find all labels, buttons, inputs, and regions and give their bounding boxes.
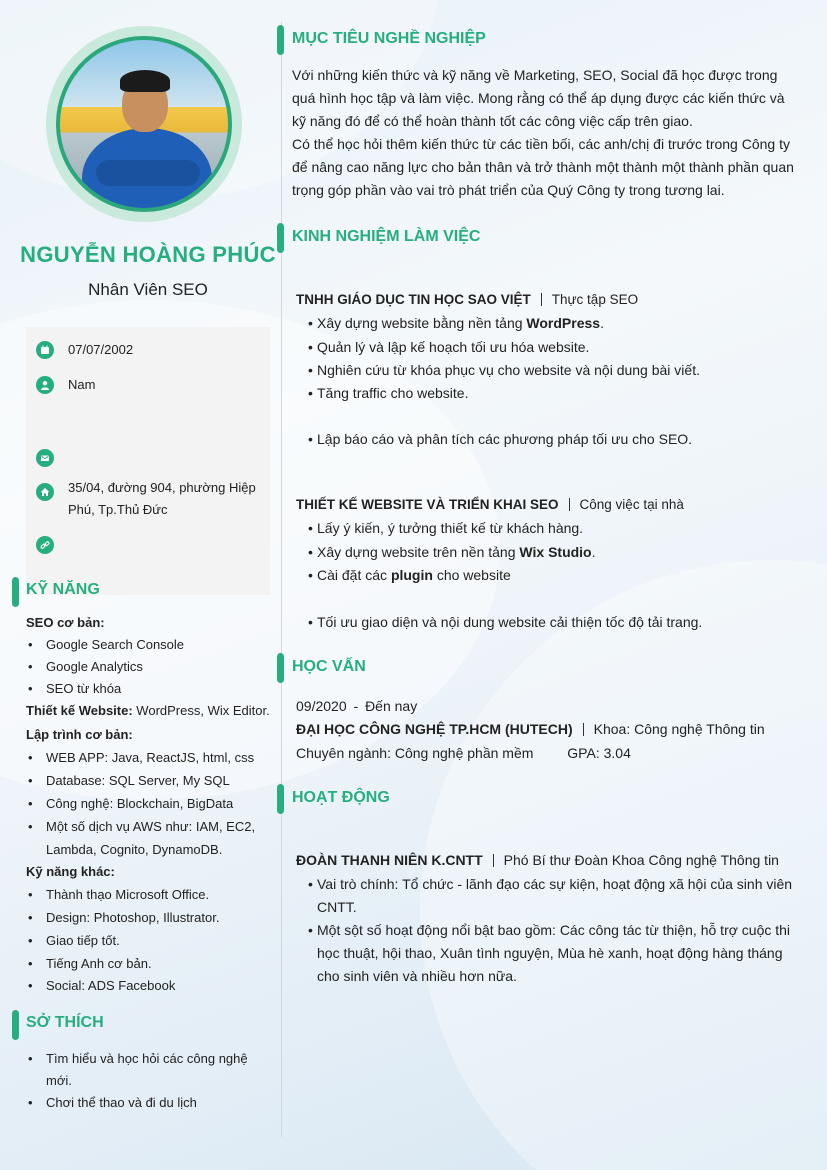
- job1-bullet: • Tăng traffic cho website.: [308, 382, 798, 405]
- skill-heading-other: Kỹ năng khác:: [26, 864, 115, 879]
- experience-accent-bar: [277, 223, 284, 253]
- job2-header: [296, 497, 684, 512]
- info-link: [36, 534, 266, 554]
- activity-bullet: • Vai trò chính: Tổ chức - lãnh đạo các sự kiện, hoạt động xã hội của sinh viên CNTT.: [308, 873, 798, 919]
- bullet-text: cho website: [432, 567, 511, 583]
- info-gender: [36, 374, 266, 396]
- faculty: Khoa: Công nghệ Thông tin: [593, 721, 765, 737]
- address-text: 35/04, đường 904, phường Hiệp Phú, Tp.Thủ Đức: [68, 480, 256, 517]
- skill-item: • Tiếng Anh cơ bản.: [26, 952, 276, 975]
- major: Chuyên ngành: Công nghệ phần mềm: [296, 745, 534, 761]
- hobby-item: • Tìm hiểu và học hỏi các công nghệ mới.: [26, 1048, 276, 1092]
- left-column: [0, 0, 282, 1170]
- gender-text: Nam: [68, 377, 96, 392]
- job1-bullet: • Lập báo cáo và phân tích các phương pháp tối ưu cho SEO.: [308, 428, 798, 451]
- photo-arms-shape: [96, 160, 200, 186]
- separator: [569, 498, 570, 511]
- skill-item: • Google Analytics: [26, 656, 276, 678]
- skill-heading-seo: SEO cơ bản:: [26, 615, 105, 630]
- skill-heading-prog: Lập trình cơ bản:: [26, 727, 133, 742]
- objective-accent-bar: [277, 25, 284, 55]
- bullet-bold: Wix Studio: [519, 544, 592, 560]
- skill-item-continued: Lambda, Cognito, DynamoDB.: [46, 842, 223, 857]
- activities-title: HOẠT ĐỘNG: [292, 789, 390, 806]
- info-email: [36, 447, 266, 467]
- job1-bullet: • Quản lý và lập kế hoạch tối ưu hóa website.: [308, 336, 798, 359]
- job2-role: Công việc tại nhà: [579, 497, 684, 512]
- user-icon: [36, 376, 54, 394]
- skill-item: • SEO từ khóa: [26, 678, 276, 700]
- hobby-item: • Chơi thể thao và đi du lịch: [26, 1092, 276, 1114]
- skill-item: • Design: Photoshop, Illustrator.: [26, 906, 276, 929]
- profile-photo: [56, 36, 232, 212]
- link-icon[interactable]: [36, 536, 54, 554]
- calendar-icon: [36, 341, 54, 359]
- job2-bullet: • Lấy ý kiến, ý tưởng thiết kế từ khách hàng.: [308, 517, 798, 540]
- column-divider: [281, 22, 282, 1137]
- bullet-text: Xây dựng website trên nền tảng: [317, 544, 520, 560]
- email-icon: [36, 449, 54, 467]
- bullet-bold: plugin: [390, 567, 433, 583]
- job1-company: TNHH GIÁO DỤC TIN HỌC SAO VIỆT: [296, 292, 531, 307]
- job2-company: THIẾT KẾ WEBSITE VÀ TRIỂN KHAI SEO: [296, 497, 559, 512]
- experience-title: KINH NGHIỆM LÀM VIỆC: [292, 228, 481, 245]
- activity-bullet: • Một sột số hoạt động nổi bật bao gồm: Các công tác từ thiện, hỗ trợ cuộc thi học thuật, hội thao, Xuân tình nguyện, Mùa hè xanh, hoạt động hàng tháng cho sinh viên và nhiều hơn nữa.: [308, 919, 798, 988]
- school-name: ĐẠI HỌC CÔNG NGHỆ TP.HCM (HUTECH): [296, 721, 573, 737]
- photo-hair-shape: [120, 70, 170, 92]
- separator: [493, 854, 494, 867]
- skill-item: • Google Search Console: [26, 634, 276, 656]
- education-accent-bar: [277, 653, 284, 683]
- job2-bullet: [308, 564, 798, 587]
- job1-role: Thực tập SEO: [551, 292, 639, 307]
- period-dash: -: [353, 698, 359, 714]
- profile-title: Nhân Viên SEO: [88, 280, 208, 299]
- skill-web-value: WordPress, Wix Editor.: [132, 703, 270, 718]
- birthday-text: 07/07/2002: [68, 342, 134, 357]
- avatar: [46, 26, 242, 222]
- objective-title: MỤC TIÊU NGHỀ NGHIỆP: [292, 30, 486, 47]
- education-header: [296, 721, 765, 737]
- skill-item: • Social: ADS Facebook: [26, 975, 276, 997]
- skills-accent-bar: [12, 577, 19, 607]
- skill-item: • Thành thạo Microsoft Office.: [26, 883, 276, 906]
- skill-item: • Giao tiếp tốt.: [26, 929, 276, 952]
- hobbies-title: SỞ THÍCH: [26, 1014, 104, 1031]
- period-start: 09/2020: [296, 698, 347, 714]
- home-icon: [36, 483, 54, 501]
- skill-item: • WEB APP: Java, ReactJS, html, css: [26, 746, 276, 769]
- job1-header: [296, 292, 638, 307]
- job2-bullet: • Tối ưu giao diện và nội dung website cải thiện tốc độ tải trang.: [308, 611, 798, 634]
- bullet-text: Cài đặt các: [317, 567, 391, 583]
- education-title: HỌC VẤN: [292, 658, 366, 675]
- info-address: [36, 477, 266, 521]
- skill-item: • Database: SQL Server, My SQL: [26, 769, 276, 792]
- bullet-text: Xây dựng website bằng nền tảng: [317, 315, 527, 331]
- profile-name: NGUYỄN HOÀNG PHÚC: [20, 242, 276, 267]
- activity-org: ĐOÀN THANH NIÊN K.CNTT: [296, 852, 483, 868]
- skill-item: • Một số dịch vụ AWS như: IAM, EC2,: [26, 815, 276, 838]
- skill-heading-web: Thiết kế Website:: [26, 703, 133, 718]
- job1-bullet: [308, 312, 798, 335]
- education-major-row: [296, 745, 631, 761]
- bullet-text: .: [600, 315, 604, 331]
- skills-title: KỸ NĂNG: [26, 581, 100, 598]
- gpa: GPA: 3.04: [567, 745, 631, 761]
- contact-info-box: [26, 327, 270, 595]
- bullet-bold: WordPress: [526, 315, 601, 331]
- job2-bullet: [308, 541, 798, 564]
- info-birthday: [36, 339, 266, 361]
- activity-header: [296, 852, 779, 868]
- objective-paragraph-2: Có thể học hỏi thêm kiến thức từ các tiền bối, các anh/chị đi trước trong Công ty để nâng cao năng lực cho bản thân và trở thành một thành một thành phần quan trọng góp phần vào vai trò phát triển của Quý Công ty trong tương lai.: [292, 136, 794, 198]
- hobbies-list: [26, 1048, 276, 1114]
- activities-accent-bar: [277, 784, 284, 814]
- skills-list: [26, 612, 276, 997]
- skill-web: [26, 700, 276, 722]
- activity-role: Phó Bí thư Đoàn Khoa Công nghệ Thông tin: [503, 852, 779, 868]
- bullet-text: .: [591, 544, 596, 560]
- separator: [541, 293, 542, 306]
- separator: [583, 723, 584, 736]
- period-end: Đến nay: [365, 698, 418, 714]
- skill-item: • Công nghệ: Blockchain, BigData: [26, 792, 276, 815]
- education-period: [296, 698, 417, 714]
- hobbies-accent-bar: [12, 1010, 19, 1040]
- objective-paragraph-1: Với những kiến thức và kỹ năng về Marketing, SEO, Social đã học được trong quá hình học tập và làm việc. Mong rằng có thể áp dụng được các kiến thức và kỹ năng đó để có thể hoàn thành tốt các công việc cấp trên giao.: [292, 67, 785, 129]
- job1-bullet: • Nghiên cứu từ khóa phục vụ cho website và nội dung bài viết.: [308, 359, 798, 382]
